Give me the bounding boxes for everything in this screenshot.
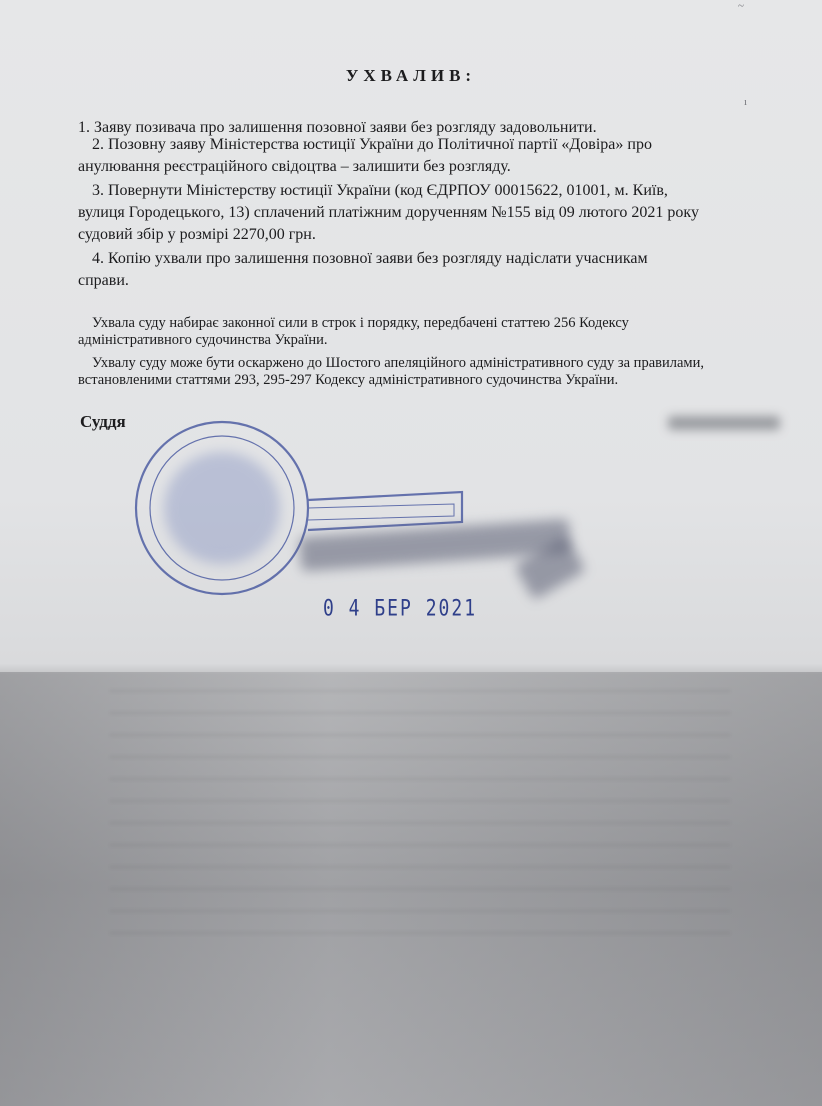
redacted-judge-name [668,416,780,430]
bleed-through-text [110,690,730,950]
resolution-heading: УХВАЛИВ: [345,66,477,85]
effect-note-line-1: Ухвала суду набирає законної сили в строк і порядку, передбачені статтею 256 Кодексу [92,315,629,331]
item-2-line-2: анулювання реєстраційного свідоцтва – залишити без розгляду. [78,158,511,175]
effect-note-line-2: адміністративного судочинства України. [78,332,328,348]
item-3-line-3: судовий збір у розмірі 2270,00 грн. [78,226,316,243]
edge-mark: ı [744,96,748,108]
appeal-note-line-2: встановленими статтями 293, 295-297 Кодексу адміністративного судочинства України. [78,372,619,388]
item-4-line-2: справи. [78,272,129,289]
edge-mark: ~ [738,0,744,12]
date-stamp: 0 4 БЕР 2021 [323,595,478,622]
item-3-line-1: 3. Повернути Міністерству юстиції України (код ЄДРПОУ 00015622, 01001, м. Київ, [92,182,668,199]
item-1: 1. Заяву позивача про залишення позовної заяви без розгляду задовольнити. [78,119,597,136]
item-2-line-1: 2. Позовну заяву Міністерства юстиції України до Політичної партії «Довіра» про [92,136,652,153]
judge-label: Суддя [80,412,126,431]
item-4-line-1: 4. Копію ухвали про залишення позовної заяви без розгляду надіслати учасникам [92,250,648,267]
court-seal-stamp [132,412,472,612]
item-3-line-2: вулиця Городецького, 13) сплачений платіжним дорученням №155 від 09 лютого 2021 року [78,204,699,221]
appeal-note-line-1: Ухвалу суду може бути оскаржено до Шостого апеляційного адміністративного суду за правилами, [92,355,704,371]
